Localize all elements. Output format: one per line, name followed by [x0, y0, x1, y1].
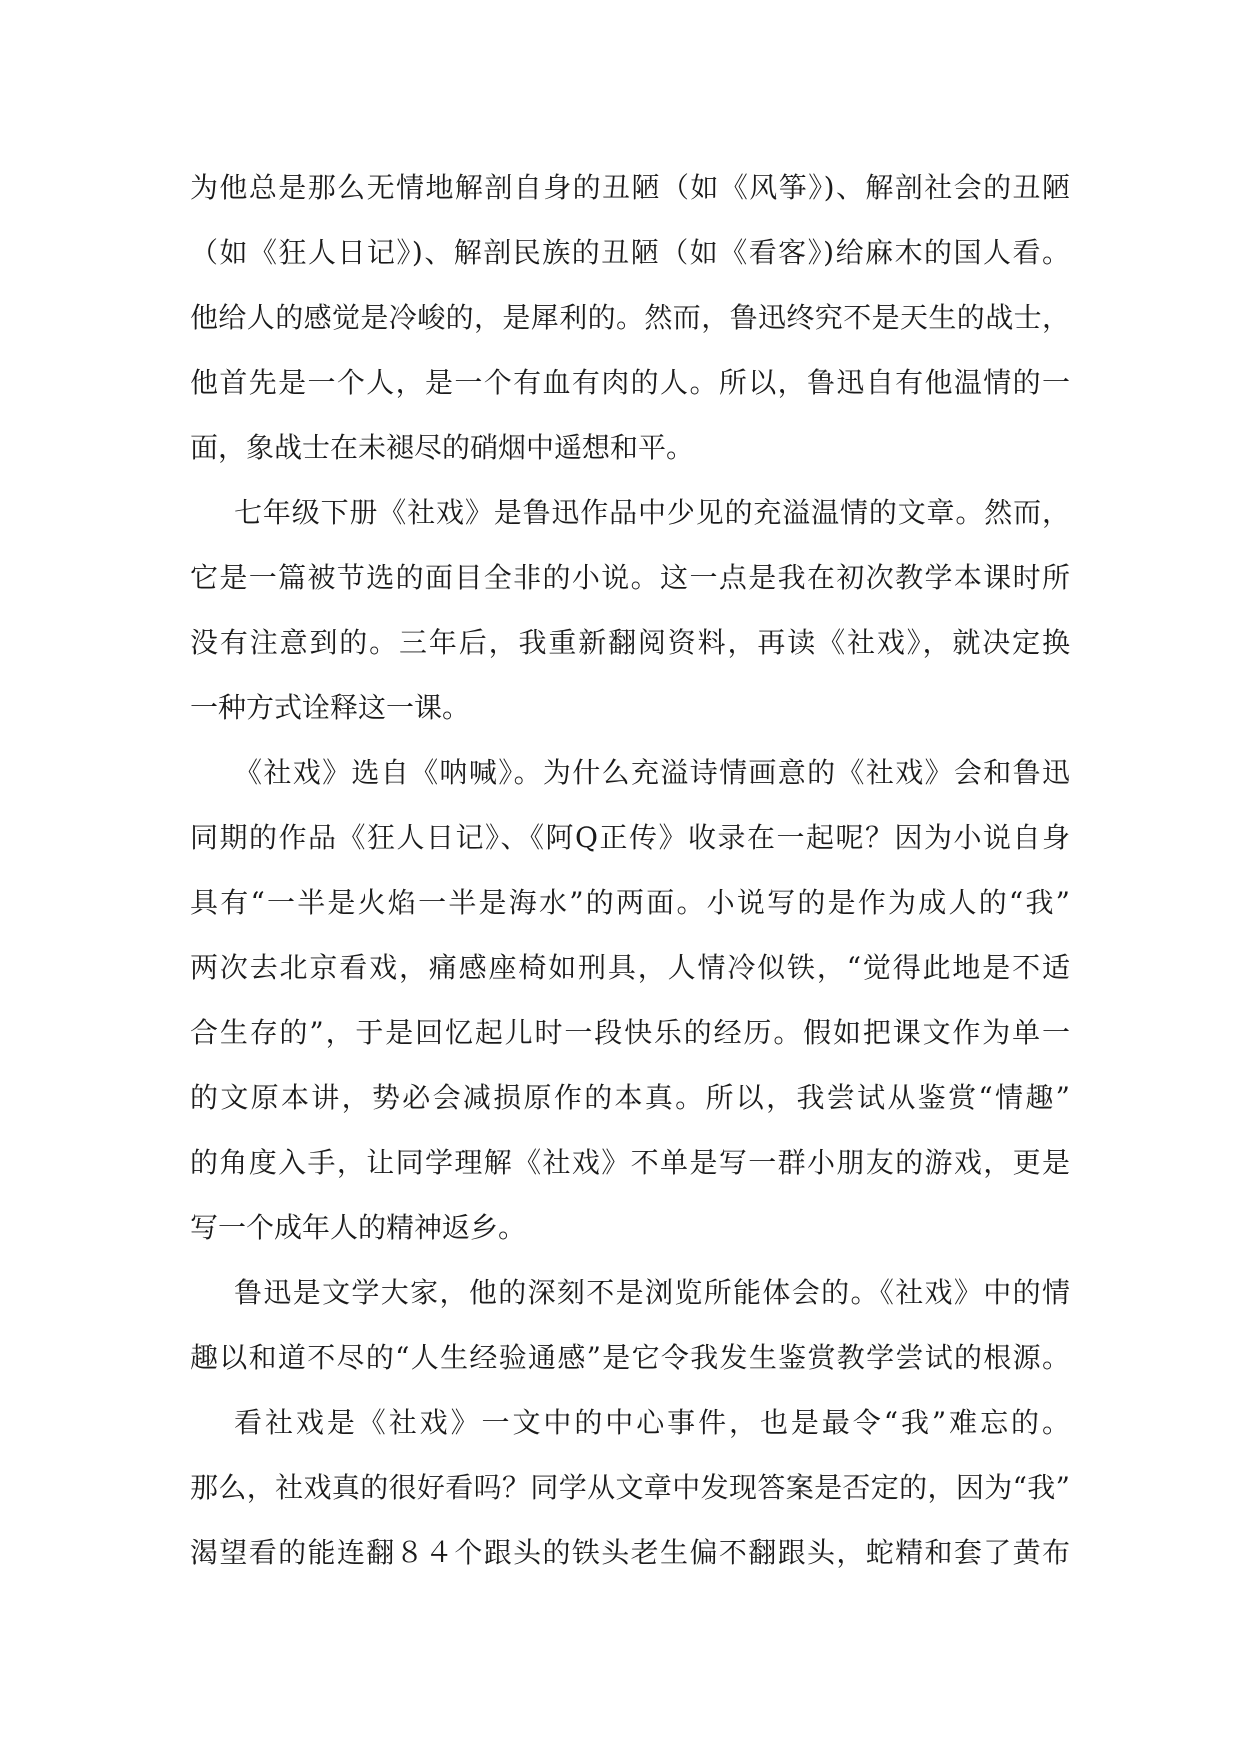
text-line: 他给人的感觉是冷峻的，是犀利的。然而，鲁迅终究不是天生的战士， — [190, 301, 1070, 334]
text-line: 趣以和道不尽的“人生经验通感”是它令我发生鉴赏教学尝试的根源。 — [190, 1341, 1070, 1374]
text-line: 写一个成年人的精神返乡。 — [190, 1211, 527, 1244]
text-line: 面，象战士在未褪尽的硝烟中遥想和平。 — [190, 431, 695, 464]
paragraph-first-line: 七年级下册《社戏》是鲁迅作品中少见的充溢温情的文章。然而， — [234, 496, 1070, 529]
text-line: 同期的作品《狂人日记》、《阿Q正传》收录在一起呢？因为小说自身 — [190, 821, 1070, 854]
text-line: 具有“一半是火焰一半是海水”的两面。小说写的是作为成人的“我” — [190, 886, 1070, 919]
text-line: 的文原本讲，势必会减损原作的本真。所以，我尝试从鉴赏“情趣” — [190, 1081, 1070, 1114]
text-line: （如《狂人日记》)、解剖民族的丑陋（如《看客》)给麻木的国人看。 — [190, 236, 1070, 269]
paragraph-first-line: 鲁迅是文学大家，他的深刻不是浏览所能体会的。《社戏》中的情 — [234, 1276, 1070, 1309]
text-line: 没有注意到的。三年后，我重新翻阅资料，再读《社戏》，就决定换 — [190, 626, 1070, 659]
text-line: 为他总是那么无情地解剖自身的丑陋（如《风筝》)、解剖社会的丑陋 — [190, 171, 1070, 204]
text-line: 的角度入手，让同学理解《社戏》不单是写一群小朋友的游戏，更是 — [190, 1146, 1070, 1179]
text-line: 渴望看的能连翻８４个跟头的铁头老生偏不翻跟头，蛇精和套了黄布 — [190, 1536, 1070, 1569]
text-line: 一种方式诠释这一课。 — [190, 691, 471, 724]
text-line: 它是一篇被节选的面目全非的小说。这一点是我在初次教学本课时所 — [190, 561, 1070, 594]
body-text — [190, 155, 1070, 1585]
paragraph-first-line: 《社戏》选自《呐喊》。为什么充溢诗情画意的《社戏》会和鲁迅 — [234, 756, 1070, 789]
paragraph-first-line: 看社戏是《社戏》一文中的中心事件，也是最令“我”难忘的。 — [234, 1406, 1070, 1439]
text-line: 他首先是一个人，是一个有血有肉的人。所以，鲁迅自有他温情的一 — [190, 366, 1070, 399]
text-line: 那么，社戏真的很好看吗？同学从文章中发现答案是否定的，因为“我” — [190, 1471, 1070, 1504]
text-line: 两次去北京看戏，痛感座椅如刑具，人情冷似铁，“觉得此地是不适 — [190, 951, 1070, 984]
text-line: 合生存的”，于是回忆起儿时一段快乐的经历。假如把课文作为单一 — [190, 1016, 1070, 1049]
